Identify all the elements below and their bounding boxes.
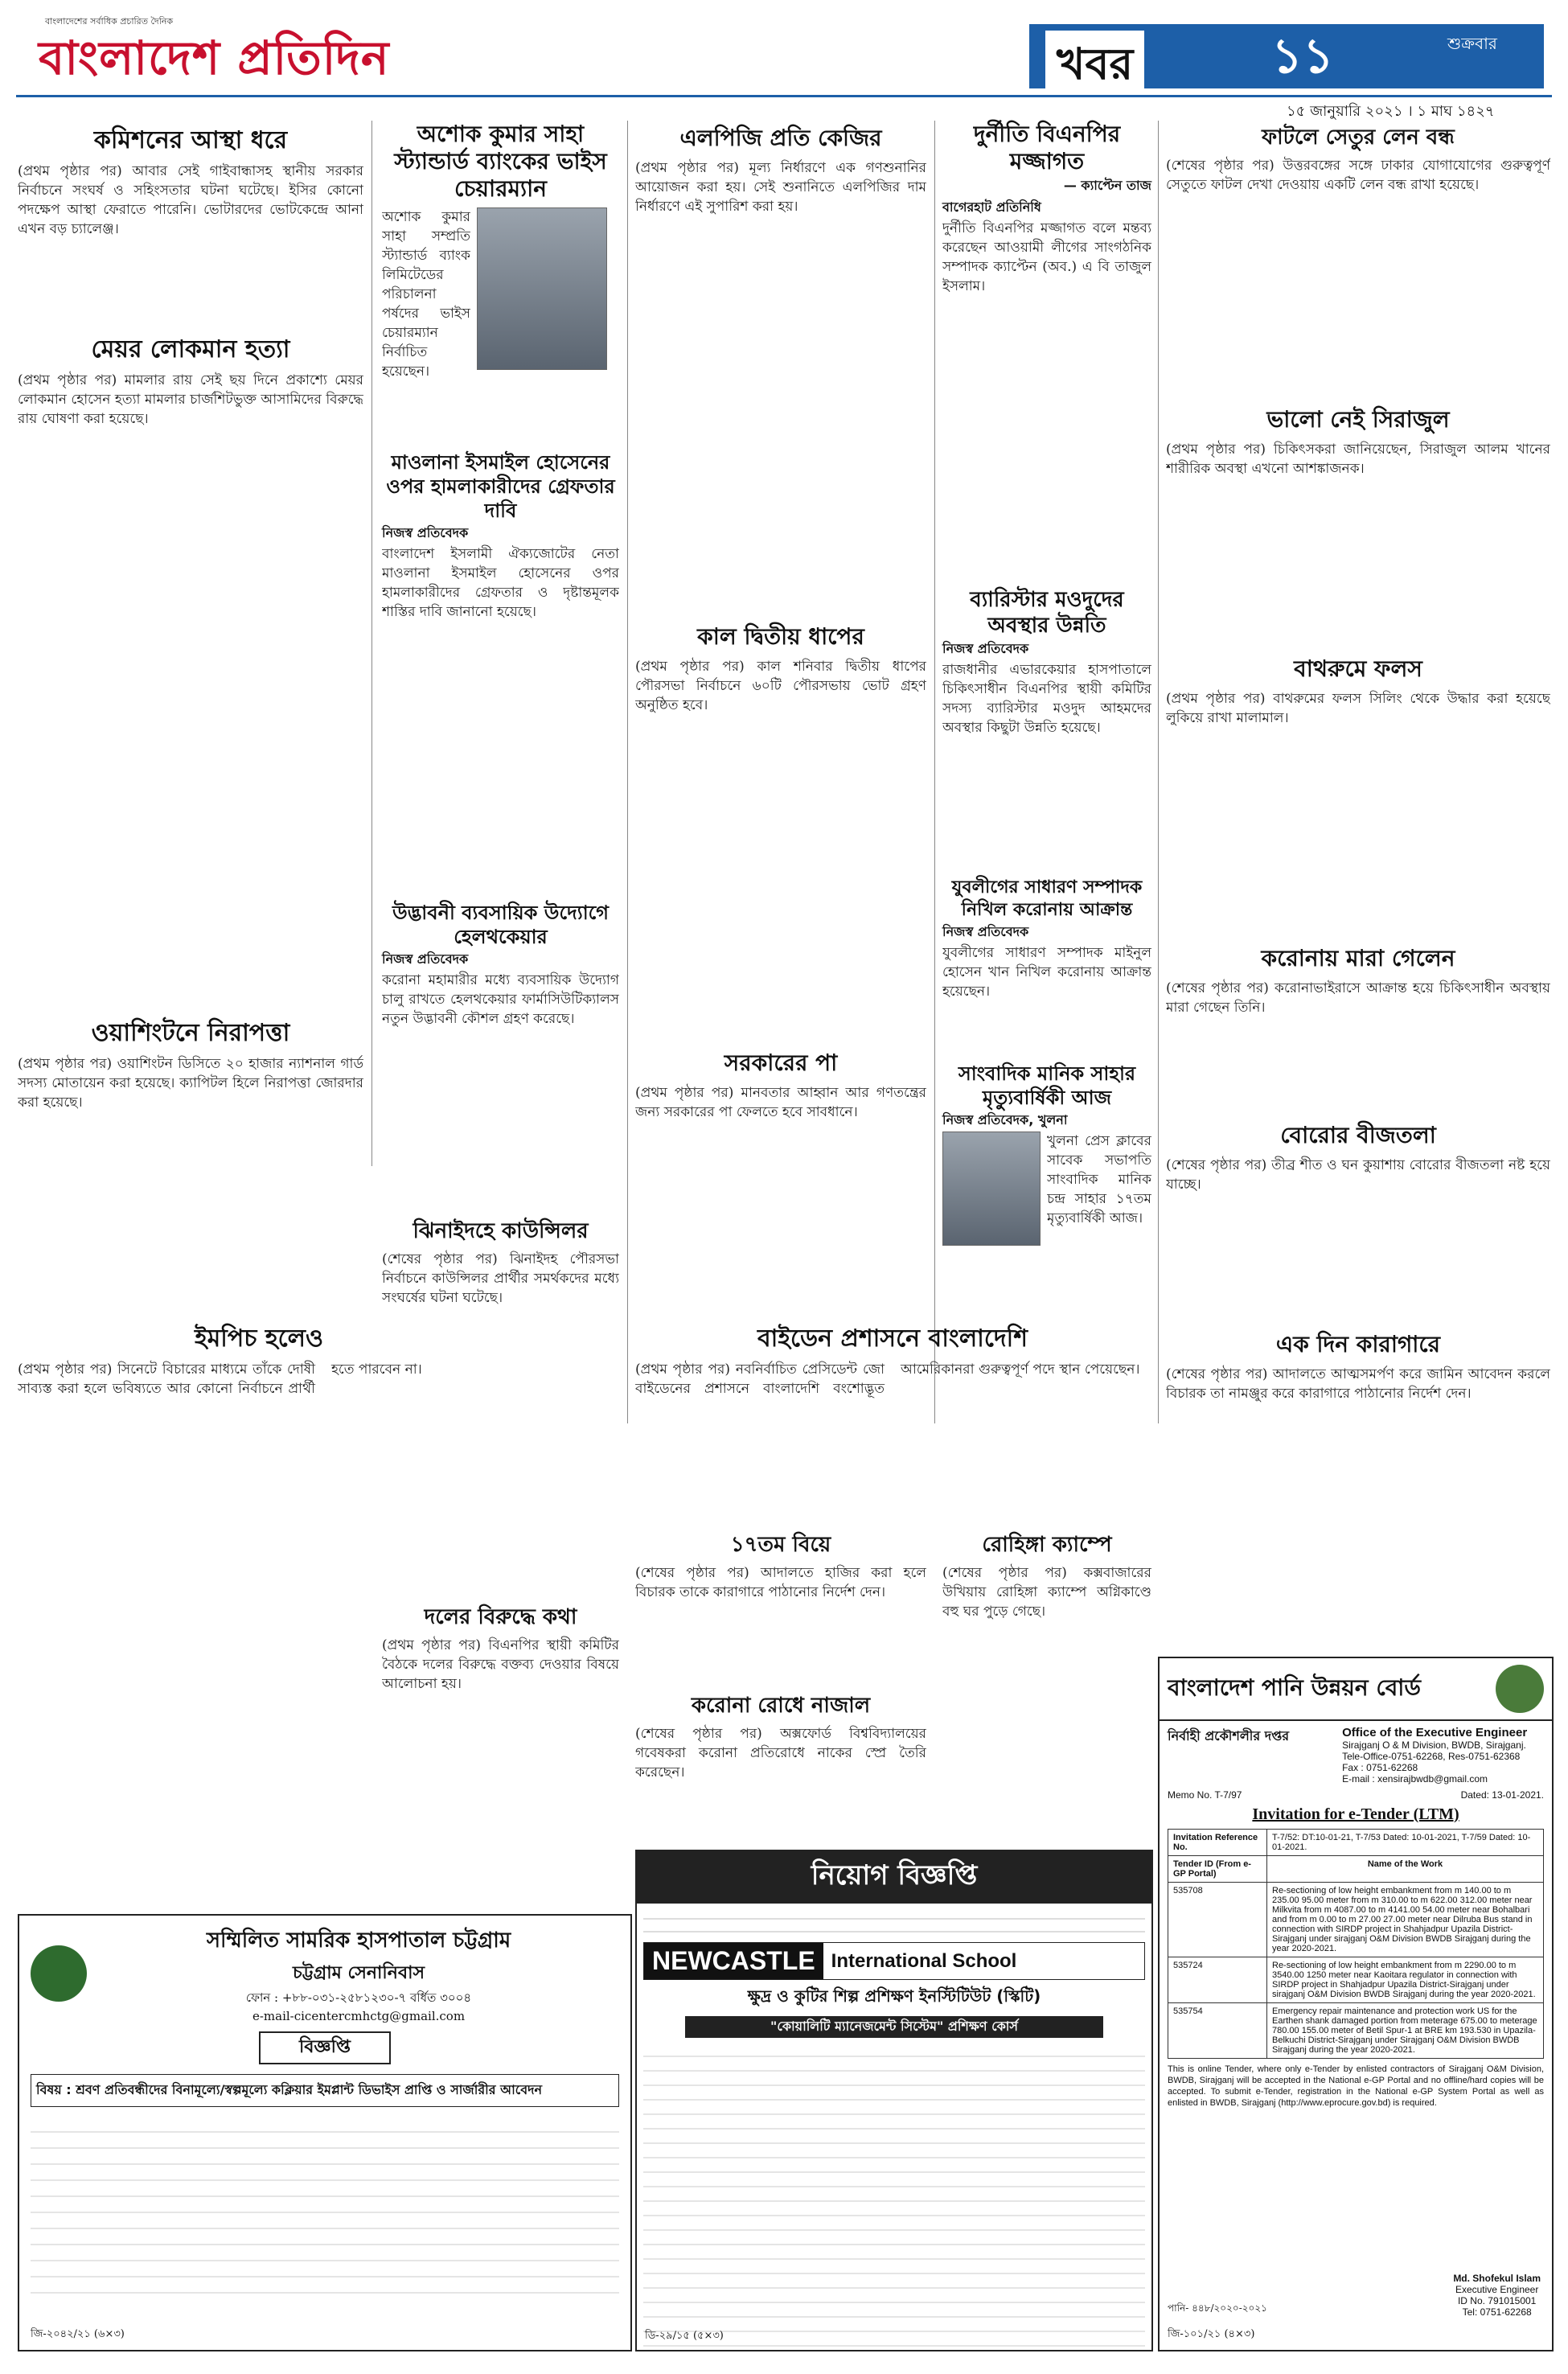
article-party [382, 1600, 619, 1877]
table-row [1168, 2003, 1544, 2059]
article-govt [635, 1045, 926, 1325]
masthead-tagline: বাংলাদেশের সর্বাধিক প্রচারিত দৈনিক [45, 16, 174, 27]
byline: নিজস্ব প্রতিবেদক, খুলনা [942, 1112, 1068, 1127]
course-details [643, 2043, 1145, 2348]
headline: এলপিজি প্রতি কেজির [679, 125, 882, 151]
headline: করোনা রোধে নাজাল [691, 1694, 871, 1718]
govt-emblem-icon [1496, 1665, 1544, 1713]
ad-recruitment [635, 1850, 1153, 2351]
school-subtitle: International School [831, 1949, 1017, 1972]
tender-table [1168, 1829, 1544, 2059]
article-corruption [942, 121, 1151, 573]
ad-notice-label: বিজ্ঞপ্তি [259, 2031, 391, 2064]
article-commission [18, 121, 363, 322]
headline: উদ্ভাবনী ব্যবসায়িক উদ্যোগে হেলথকেয়ার [392, 902, 610, 948]
article-body: (প্রথম পৃষ্ঠার পর) মানবতার আহ্বান আর গণতন্ত্রের জন্য সরকারের পা ফেলতে হবে সাবধানে। [635, 1085, 926, 1120]
email: E-mail : xensirajbwdb@gmail.com [1342, 1773, 1488, 1785]
article-boro [1166, 1118, 1550, 1333]
column-divider [934, 121, 935, 1423]
article-washington [18, 1013, 363, 1344]
article-body: অশোক কুমার সাহা সম্প্রতি স্ট্যান্ডার্ড ব্যাংক লিমিটেডের পরিচালনা পর্ষদের ভাইস চেয়ারম্যান নির্বাচিত হয়েছেন। [382, 209, 470, 380]
table-row [1168, 1957, 1544, 2003]
headline: অশোক কুমার সাহা স্ট্যান্ডার্ড ব্যাংকের ভাইস চেয়ারম্যান [394, 121, 607, 202]
article-manik [942, 1062, 1151, 1325]
table-header: Tender ID (From e-GP Portal) [1168, 1856, 1267, 1883]
article-lpg [635, 121, 926, 609]
ad-email: e-mail-cicentercmhctg@gmail.com [252, 2009, 466, 2023]
tender-id: 535724 [1168, 1957, 1267, 2003]
headline: ফাটলে সেতুর লেন বন্ধ [1262, 125, 1455, 150]
headline: যুবলীগের সাধারণ সম্পাদক নিখিল করোনায় আক্রান্ত [951, 877, 1143, 920]
headline: সাংবাদিক মানিক সাহার মৃত্যুবার্ষিকী আজ [958, 1062, 1136, 1109]
ad-phone: ফোন : +৮৮-০৩১-২৫৮১২৩০-৭ বর্ধিত ৩০০৪ [245, 1990, 472, 2005]
section-name: খবর [1045, 31, 1144, 103]
article-biden [635, 1319, 1150, 1537]
article-body: (শেষের পৃষ্ঠার পর) তীব্র শীত ও ঘন কুয়াশায় বোরোর বীজতলা নষ্ট হয়ে যাচ্ছে। [1166, 1157, 1550, 1193]
headline: বাইডেন প্রশাসনে বাংলাদেশি [757, 1325, 1028, 1353]
article-body: (শেষের পৃষ্ঠার পর) অক্সফোর্ড বিশ্ববিদ্যালয়ের গবেষকরা করোনা প্রতিরোধে নাকের স্প্রে তৈরি করেছেন। [635, 1726, 926, 1780]
tender-footer: This is online Tender, where only e-Tender by enlisted contractors of Sirajganj O&M Division, BWDB, Sirajganj will be accepted in the National e-GP Portal and no offline/hard copies will be accepted. To submit e-Tender, registration in the National e-GP System Portal as well as enlisted in BWDB, Sirajganj (http://www.eprocure.gov.bd) is required. [1168, 2064, 1544, 2108]
article-ashok [382, 121, 619, 417]
course-title: "কোয়ালিটি ম্যানেজমেন্ট সিস্টেম" প্রশিক্ষণ কোর্স [685, 2016, 1103, 2038]
headline: এক দিন কারাগারে [1275, 1331, 1441, 1357]
ad-reference: জি-২০৪২/২১ (৬×৩) [31, 2328, 125, 2340]
page-day: শুক্রবার [1447, 34, 1497, 53]
headline: করোনায় মারা গেলেন [1261, 945, 1455, 971]
ad-subject: বিষয় : শ্রবণ প্রতিবন্ধীদের বিনামূল্যে/স্বল্পমূল্যে কক্লিয়ার ইমপ্লান্ট ডিভাইস প্রাপ্তি ও সার্জারীর আবেদন [31, 2074, 619, 2107]
article-body: দুর্নীতি বিএনপির মজ্জাগত বলে মন্তব্য করেছেন আওয়ামী লীগের সাংগঠনিক সম্পাদক ক্যাপ্টেন (অব.) এ বি তাজুল ইসলাম। [942, 220, 1151, 294]
byline: নিজস্ব প্রতিবেদক [942, 641, 1029, 656]
institute-title: ক্ষুদ্র ও কুটির শিল্প প্রশিক্ষণ ইনস্টিটিউট (স্কিটি) [747, 1986, 1041, 2006]
byline: নিজস্ব প্রতিবেদক [382, 951, 469, 967]
page-number: ১১ [1206, 24, 1399, 88]
division: Sirajganj O & M Division, BWDB, Sirajganj. [1342, 1739, 1526, 1751]
masthead-logo: বাংলাদেশ প্রতিদিন [39, 31, 390, 85]
article-moudud [942, 587, 1151, 861]
masthead-rule [16, 95, 1552, 97]
article-body: (শেষের পৃষ্ঠার পর) করোনাভাইরাসে আক্রান্ত হয়ে চিকিৎসাধীন অবস্থায় মারা গেছেন তিনি। [1166, 980, 1550, 1016]
ad-title: সম্মিলিত সামরিক হাসপাতাল চট্টগ্রাম [206, 1928, 511, 1953]
article-body: খুলনা প্রেস ক্লাবের সাবেক সভাপতি সাংবাদিক মানিক চন্দ্র সাহার ১৭তম মৃত্যুবার্ষিকী আজ। [1047, 1133, 1151, 1226]
article-mayor [18, 330, 363, 1014]
article-jail [1166, 1327, 1550, 1702]
tender-work: Emergency repair maintenance and protection work US for the Earthen shank damaged portion from meterage 675.00 to meterage 780.00 155.00 meter of Betil Spur-1 at BRE km 193.530 in Upazila-Belkuchi District-Sirajganj under Sirajganj O&M Division BWDB Sirajganj during the year 2020-2021. [1267, 2003, 1544, 2059]
signer-title: Executive Engineer [1455, 2284, 1539, 2295]
article-ismail [382, 450, 619, 898]
article-nikhil [942, 877, 1151, 1064]
headline: বাথরুমে ফলস [1294, 655, 1422, 682]
tender-title: Invitation for e-Tender (LTM) [1252, 1805, 1459, 1823]
table-header: Name of the Work [1267, 1856, 1544, 1883]
article-nasal [635, 1689, 926, 1869]
office-en: Office of the Executive Engineer [1342, 1726, 1528, 1739]
article-rohingya [942, 1528, 1151, 1877]
ad-title: নিয়োগ বিজ্ঞপ্তি [637, 1851, 1151, 1904]
tender-work: Re-sectioning of low height embankment from m 2290.00 to m 3540.00 1250 meter near Kaoitara regulator in connection with SIRDP project in Shahjadpur Upazila District-Sirajganj under sirajganj O&M Division BWDB Sirajganj during the year 2020-2021. [1267, 1957, 1544, 2003]
column-divider [1158, 121, 1159, 1423]
portrait-photo [942, 1132, 1041, 1246]
ad-bwdb-tender [1158, 1657, 1554, 2351]
article-bridge [1166, 121, 1550, 405]
article-body: (প্রথম পৃষ্ঠার পর) চিকিৎসকরা জানিয়েছেন, সিরাজুল আলম খানের শারীরিক অবস্থা এখনো আশঙ্কাজনক। [1166, 442, 1550, 477]
article-second-phase [635, 619, 926, 1051]
table-cell: T-7/52: DT:10-01-21, T-7/53 Dated: 10-01-2021, T-7/59 Dated: 10-01-2021. [1267, 1830, 1544, 1856]
ad-body-text [31, 2117, 619, 2294]
article-body: (প্রথম পৃষ্ঠার পর) কাল শনিবার দ্বিতীয় ধাপের পৌরসভা নির্বাচনে ৬০টি পৌরসভায় ভোট গ্রহণ অনুষ্ঠিত হবে। [635, 659, 926, 713]
article-body: (প্রথম পৃষ্ঠার পর) বাথরুমের ফলস সিলিং থেকে উদ্ধার করা হয়েছে লুকিয়ে রাখা মালামাল। [1166, 691, 1550, 726]
byline: বাগেরহাট প্রতিনিধি [942, 199, 1041, 215]
headline: সরকারের পা [724, 1049, 838, 1076]
headline: ভালো নেই সিরাজুল [1266, 406, 1450, 433]
article-covid-death [1166, 941, 1550, 1123]
ad-body-text [643, 1907, 1145, 1939]
headline: ঝিনাইদহে কাউন্সিলর [413, 1219, 589, 1243]
headline: কাল দ্বিতীয় ধাপের [697, 623, 864, 650]
article-body: করোনা মহামারীর মধ্যে ব্যবসায়িক উদ্যোগ চালু রাখতে হেলথকেয়ার ফার্মাসিউটিক্যালস নতুন উদ্ভাবনী কৌশল গ্রহণ করেছে। [382, 972, 619, 1027]
signature-block [1453, 2273, 1541, 2318]
headline: দুর্নীতি বিএনপির মজ্জাগত [973, 121, 1121, 175]
ad-reference: ডি-২৯/১৫ (৫×৩) [645, 2330, 724, 2342]
tender-work: Re-sectioning of low height embankment from m 140.00 to m 235.00 95.00 meter from m 310.00 to m 622.00 312.00 meter near Milkvita from m 4087.00 to m 4141.00 54.00 meter near Bohalbari and from m 0.00 to m 27.00 27.00 meter near Dilruba Bus stand in connection with SIRDP project in Shahjadpur Upazila District-Sirajganj under sirajganj O&M Division BWDB Sirajganj during the year 2020-2021. [1267, 1883, 1544, 1957]
signer-tel: Tel: 0751-62268 [1462, 2306, 1532, 2318]
fax: Fax : 0751-62268 [1342, 1762, 1418, 1773]
headline: ১৭তম বিয়ে [730, 1533, 831, 1557]
article-body: (প্রথম পৃষ্ঠার পর) মামলার রায় সেই ছয় দিনে প্রকাশ্যে মেয়র লোকমান হোসেন হত্যা মামলার চার্জশিটভুক্ত আসামিদের বিরুদ্ধে রায় ঘোষণা করা হয়েছে। [18, 372, 363, 427]
article-body: (প্রথম পৃষ্ঠার পর) নবনির্বাচিত প্রেসিডেন্ট জো বাইডেনের প্রশাসনে বাংলাদেশি বংশোদ্ভূত আমেরিকানরা গুরুত্বপূর্ণ পদে স্থান পেয়েছেন। [635, 1362, 1140, 1397]
office-bn: নির্বাহী প্রকৌশলীর দপ্তর [1168, 1728, 1290, 1744]
article-jhenaidah [382, 1214, 619, 1587]
headline: বোরোর বীজতলা [1280, 1122, 1436, 1148]
article-body: (শেষের পৃষ্ঠার পর) উত্তরবঙ্গের সঙ্গে ঢাকার যোগাযোগের গুরুত্বপূর্ণ সেতুতে ফাটল দেখা দেওয়ায় একটি লেন বন্ধ রাখা হয়েছে। [1166, 158, 1550, 193]
headline: কমিশনের আস্থা ধরে [93, 126, 288, 154]
article-17th-marriage [635, 1528, 926, 1692]
article-body: (প্রথম পৃষ্ঠার পর) সিনেটে বিচারের মাধ্যমে তাঁকে দোষী সাব্যস্ত করা হলে ভবিষ্যতে আর কোনো নির্বাচনে প্রার্থী হতে পারবেন না। [18, 1362, 422, 1397]
ad-reference-2: পানি- ৪৪৮/২০২০-২০২১ [1168, 2302, 1267, 2314]
column-divider [371, 121, 372, 1166]
article-body: বাংলাদেশ ইসলামী ঐক্যজোটের নেতা মাওলানা ইসমাইল হোসেনের ওপর হামলাকারীদের গ্রেফতার ও দৃষ্টান্তমূলক শাস্তির দাবি জানানো হয়েছে। [382, 546, 619, 620]
headline: মাওলানা ইসমাইল হোসেনের ওপর হামলাকারীদের গ্রেফতার দাবি [386, 451, 615, 522]
article-body: (শেষের পৃষ্ঠার পর) আদালতে আত্মসমর্পণ করে জামিন আবেদন করলে বিচারক তা নামঞ্জুর করে কারাগারে পাঠানোর নির্দেশ দেন। [1166, 1366, 1550, 1402]
signer-name: Md. Shofekul Islam [1453, 2273, 1541, 2284]
article-body: (শেষের পৃষ্ঠার পর) কক্সবাজারের উখিয়ায় রোহিঙ্গা ক্যাম্পে অগ্নিকাণ্ডে বহু ঘর পুড়ে গেছে। [942, 1565, 1151, 1620]
article-bathroom [1166, 651, 1550, 947]
headline: ব্যারিস্টার মওদুদের অবস্থার উন্নতি [970, 588, 1124, 638]
byline: নিজস্ব প্রতিবেদক [942, 924, 1029, 939]
table-header: Invitation Reference No. [1168, 1830, 1267, 1856]
article-body: রাজধানীর এভারকেয়ার হাসপাতালে চিকিৎসাধীন বিএনপির স্থায়ী কমিটির সদস্য ব্যারিস্টার মওদুদ আহমদের অবস্থার কিছুটা উন্নতি হয়েছে। [942, 662, 1151, 736]
army-emblem-icon [31, 1945, 87, 2002]
headline: ইমপিচ হলেও [195, 1325, 324, 1353]
column-divider [627, 121, 628, 1423]
headline: মেয়র লোকমান হত্যা [91, 335, 290, 363]
article-body: (শেষের পৃষ্ঠার পর) ঝিনাইদহ পৌরসভা নির্বাচনে কাউন্সিলর প্রার্থীর সমর্থকদের মধ্যে সংঘর্ষের ঘটনা ঘটেছে। [382, 1251, 619, 1306]
tender-id: 535754 [1168, 2003, 1267, 2059]
subhead: — ক্যাপ্টেন তাজ [1063, 178, 1151, 193]
headline: দলের বিরুদ্ধে কথা [424, 1605, 577, 1629]
memo-date: Dated: 13-01-2021. [1460, 1789, 1544, 1801]
article-body: (প্রথম পৃষ্ঠার পর) আবার সেই গাইবান্ধাসহ স্থানীয় সরকার নির্বাচনে সংঘর্ষ ও সহিংসতার ঘটনা ঘটেছে। ইসির কোনো পদক্ষেপ আস্থা ফেরাতে পারেনি। ভোটারদের ভোটকেন্দ্রে আনা এখন বড় চ্যালেঞ্জ। [18, 163, 363, 237]
page-date: ১৫ জানুয়ারি ২০২১ । ১ মাঘ ১৪২৭ [1287, 103, 1495, 120]
tender-id: 535708 [1168, 1883, 1267, 1957]
memo-no: Memo No. T-7/97 [1168, 1789, 1242, 1801]
byline: নিজস্ব প্রতিবেদক [382, 525, 469, 540]
ad-subtitle: চট্টগ্রাম সেনানিবাস [292, 1963, 425, 1983]
table-row [1168, 1883, 1544, 1957]
phone: Tele-Office-0751-62268, Res-0751-62368 [1342, 1751, 1521, 1762]
article-sirajul [1166, 402, 1550, 657]
article-body: (প্রথম পৃষ্ঠার পর) বিএনপির স্থায়ী কমিটির বৈঠকে দলের বিরুদ্ধে বক্তব্য দেওয়ার বিষয়ে আলোচনা হয়। [382, 1637, 619, 1692]
article-body: (শেষের পৃষ্ঠার পর) আদালতে হাজির করা হলে বিচারক তাকে কারাগারে পাঠানোর নির্দেশ দেন। [635, 1565, 926, 1600]
ad-cmh [18, 1914, 632, 2351]
school-logo: NEWCASTLE [644, 1943, 823, 1979]
signer-id: ID No. 791015001 [1457, 2295, 1537, 2306]
article-body: (প্রথম পৃষ্ঠার পর) মূল্য নির্ধারণে এক গণশুনানির আয়োজন করা হয়। সেই শুনানিতে এলপিজির দাম নির্ধারণে এই সুপারিশ করা হয়। [635, 160, 926, 215]
article-body: (প্রথম পৃষ্ঠার পর) ওয়াশিংটন ডিসিতে ২০ হাজার ন্যাশনাল গার্ড সদস্য মোতায়েন করা হয়েছে। ক্যাপিটল হিলে নিরাপত্তা জোরদার করা হয়েছে। [18, 1056, 363, 1111]
article-body: যুবলীগের সাধারণ সম্পাদক মাইনুল হোসেন খান নিখিল করোনায় আক্রান্ত হয়েছেন। [942, 945, 1151, 1000]
ad-title: বাংলাদেশ পানি উন্নয়ন বোর্ড [1168, 1674, 1422, 1701]
portrait-photo [477, 207, 607, 370]
headline: রোহিঙ্গা ক্যাম্পে [982, 1533, 1112, 1557]
article-healthcare [382, 901, 619, 1236]
headline: ওয়াশিংটনে নিরাপত্তা [91, 1019, 290, 1047]
ad-reference: জি-১০১/২১ (৪×৩) [1168, 2328, 1255, 2340]
